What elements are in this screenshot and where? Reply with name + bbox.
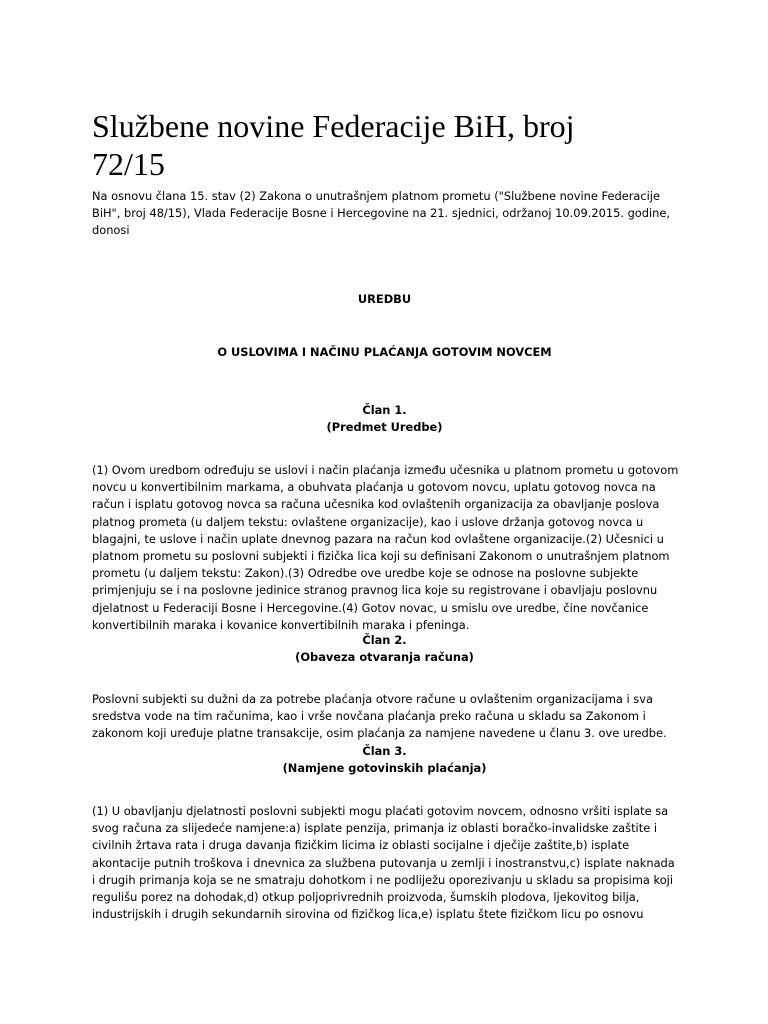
heading-uredbu: UREDBU (357, 292, 412, 306)
article-1-number: Član 1. (362, 403, 407, 417)
article-3-number: Član 3. (362, 744, 407, 758)
article-2-number: Član 2. (362, 633, 407, 647)
document-title: Službene novine Federacije BiH, broj 72/15 (92, 108, 575, 182)
article-2-heading (92, 632, 677, 666)
article-3-text: (1) U obavljanju djelatnosti poslovni subjekti mogu plaćati gotovim novcem, odnosno vršiti isplate sa svog računa za slijedeće namjene:a) isplate penzija, primanja iz oblasti boračko-invalidske zaštite i civilnih žrtava rata i druga davanja fizičkim licima iz oblasti socijalne i dječije zaštite,b) isplate akontacije putnih troškova i dnevnica za službena putovanja u zemlji i inostranstvu,c) isplate naknada i drugih primanja koja se ne smatraju dohotkom i ne podliježu oporezivanju u skladu sa propisima koji regulišu porez na dohodak,d) otkup poljoprivrednih proizvoda, šumskih plodova, ljekovitog bilja, industrijskih i drugih sekundarnih sirovina od fizičkog lica,e) isplatu štete fizičkom licu po osnovu (92, 804, 675, 922)
article-2-subtitle: (Obaveza otvaranja računa) (295, 650, 474, 664)
article-2-text: Poslovni subjekti su dužni da za potrebe plaćanja otvore račune u ovlaštenim organizacijama i sva sredstva vode na tim računima, kao i vrše novčana plaćanja preko računa u skladu sa Zakonom i zakonom koji uređuje platne transakcije, osim plaćanja za namjene navedene u članu 3. ove uredbe. (92, 692, 667, 741)
heading-subject: O USLOVIMA I NAČINU PLAĆANJA GOTOVIM NOVCEM (217, 345, 552, 359)
article-3-subtitle: (Namjene gotovinskih plaćanja) (282, 761, 487, 775)
intro-paragraph: Na osnovu člana 15. stav (2) Zakona o unutrašnjem platnom prometu ("Službene novine Federacije BiH", broj 48/15), Vlada Federacije Bosne i Hercegovine na 21. sjednici, održanoj 10.09.2015. godine, donosi (92, 189, 671, 238)
article-1-text: (1) Ovom uredbom određuju se uslovi i način plaćanja između učesnika u platnom prometu u gotovom novcu u konvertibilnim markama, a obuhvata plaćanja u gotovom novcu, uplatu gotovog novca na račun i isplatu gotovog novca sa računa učesnika kod ovlaštenih organizacija za obavljanje poslova platnog prometa (u daljem tekstu: ovlaštene organizacije), kao i uslove držanja gotovog novca u blagajni, te uslove i način uplate dnevnog pazara na račun kod ovlaštene organizacije.(2) Učesnici u platnom prometu su poslovni subjekti i fizička lica koji su definisani Zakonom o unutrašnjem platnom prometu (u daljem tekstu: Zakon).(3) Odredbe ove uredbe koje se odnose na poslovne subjekte primjenjuju se i na poslovne jedinice stranog pravnog lica koje su registrovane i obavljaju poslovnu djelatnost u Federaciji Bosne i Hercegovine.(4) Gotov novac, u smislu ove uredbe, čine novčanice konvertibilnih maraka i kovanice konvertibilnih maraka i pfeninga. (92, 463, 679, 632)
article-1-subtitle: (Predmet Uredbe) (326, 420, 443, 434)
article-1-heading (92, 402, 677, 436)
article-3-heading (92, 743, 677, 777)
